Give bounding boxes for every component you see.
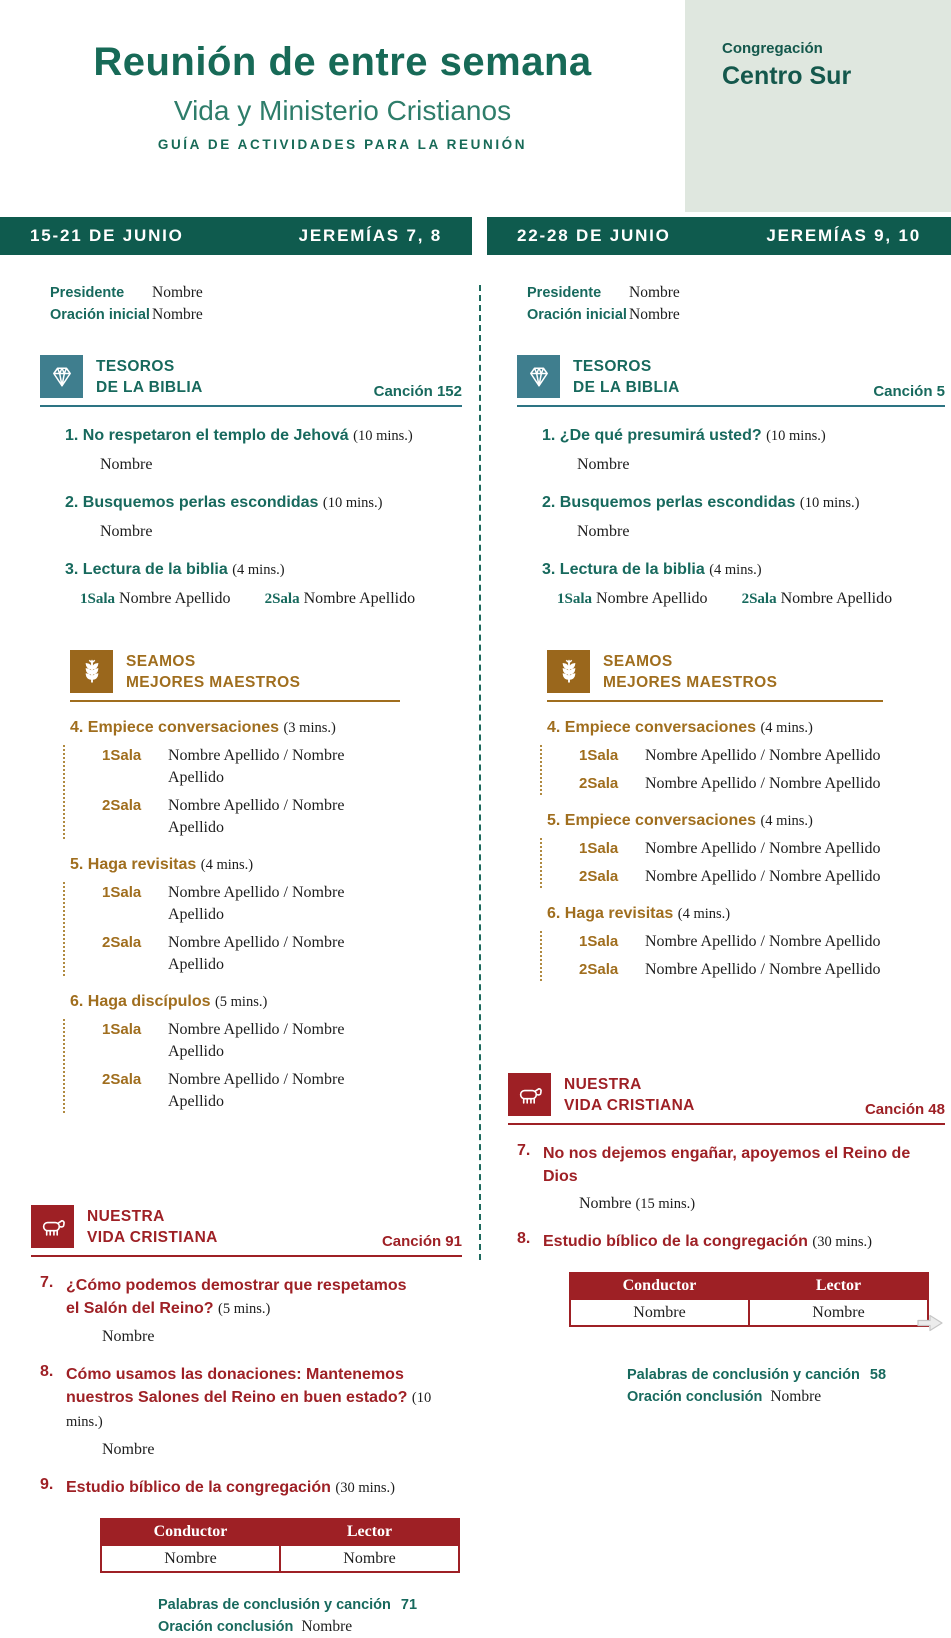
item-number: 8. [517,1230,531,1247]
item-title: Busquemos perlas escondidas [82,494,319,511]
living-item-8 [40,1363,462,1434]
weeks-container [0,217,951,1638]
treasures-title [573,355,680,398]
christian-living-title [87,1205,218,1248]
congregation-box [685,0,951,212]
opening-prayer-label: Oración inicial [527,307,627,323]
item-number: 9. [40,1476,54,1493]
president-row [50,283,462,303]
closing-block [158,1595,462,1638]
header [0,0,951,217]
ministry-section [70,650,400,1113]
wheat-icon [547,650,590,693]
ministry-item-6 [70,991,400,1113]
item-duration: (30 mins.) [335,1480,395,1496]
christian-living-title-line2: VIDA CRISTIANA [564,1097,695,1114]
treasures-header [40,355,462,407]
hall-1-names: Nombre Apellido / Nombre Apellido [645,747,881,764]
treasures-song: Canción 152 [373,383,462,400]
christian-living-section [40,1205,462,1638]
study-assignment-table [100,1518,460,1573]
week-2-header-bar [487,217,951,255]
hall-2-label: 2Sala [579,775,619,792]
item-number: 6. [70,993,84,1010]
study-assignment-table [569,1272,929,1327]
treasures-item-1-assignee: Nombre [577,456,630,473]
item-duration: (5 mins.) [218,1301,271,1317]
item-duration: (4 mins.) [760,720,813,736]
gem-icon [517,355,560,398]
week-2-bible-reading: JEREMÍAS 9, 10 [766,226,921,245]
opening-prayer-row [527,305,945,325]
week-column-2 [487,217,951,1638]
christian-living-section [517,1073,945,1408]
item-title: Lectura de la biblia [559,561,705,578]
christian-living-header [508,1073,945,1125]
ministry-section [547,650,883,981]
hall-2-names: Nombre Apellido / Nombre Apellido [645,961,881,978]
ministry-header [70,650,400,702]
president-row [527,283,945,303]
hall-2-names: Nombre Apellido / Nombre Apellido [168,1071,345,1110]
item-title-line2: el Salón del Reino? [66,1300,214,1317]
item-number: 7. [517,1142,531,1159]
page-title: Reunión de entre semana [93,40,592,84]
item-duration: (5 mins.) [214,994,268,1010]
item-title: Lectura de la biblia [82,561,228,578]
week-1-body [0,283,472,1638]
ministry-item-5 [70,854,400,976]
item-title: No nos dejemos engañar, apoyemos el Reino de Dios [543,1145,911,1185]
treasures-item-2 [542,492,945,514]
treasures-item-1 [542,425,945,447]
hall-2-label: 2Sala [264,591,300,607]
hall-1-name: Nombre Apellido [596,590,708,607]
item-title: Empiece conversaciones [564,719,757,736]
christian-living-song: Canción 48 [864,1101,945,1118]
item-title: Haga revisitas [564,905,674,922]
item-duration: (10 mins.) [353,428,413,444]
treasures-item-1 [65,425,462,447]
hall-1-names: Nombre Apellido / Nombre Apellido [168,884,345,923]
hall-1-names: Nombre Apellido / Nombre Apellido [168,747,345,786]
item-duration: (3 mins.) [283,720,336,736]
week-2-range: 22-28 DE JUNIO [517,226,671,245]
ministry-item-4 [547,717,883,795]
week-1-bible-reading: JEREMÍAS 7, 8 [298,226,442,245]
item-title-line1: ¿Cómo podemos demostrar que respetamos [66,1277,407,1294]
ministry-title-line1: SEAMOS [126,653,196,670]
treasures-item-3 [542,559,945,581]
assignee-name: Nombre [579,1195,632,1212]
item-title: Haga revisitas [87,856,197,873]
living-item-8 [517,1230,945,1254]
congregation-label: Congregación [722,40,823,57]
ministry-title [126,650,300,693]
item-number: 2. [542,494,556,511]
treasures-item-3 [65,559,462,581]
reader-header: Lector [749,1273,928,1299]
ministry-title-line1: SEAMOS [603,653,673,670]
reader-name: Nombre [280,1545,459,1572]
treasures-item-2 [65,492,462,514]
ministry-item-4 [70,717,400,839]
opening-prayer-row [50,305,462,325]
reader-header: Lector [280,1519,459,1545]
sheep-icon [508,1073,551,1116]
opening-prayer-label: Oración inicial [50,307,150,323]
hall-2-label: 2Sala [102,1071,142,1088]
sheep-icon [31,1205,74,1248]
hall-2-label: 2Sala [102,934,142,951]
congregation-name: Centro Sur [722,62,852,90]
reader-name: Nombre [749,1299,928,1326]
christian-living-title-line1: NUESTRA [564,1076,642,1093]
closing-block [627,1365,945,1408]
item-number: 4. [547,719,561,736]
christian-living-song: Canción 91 [381,1233,462,1250]
item-title: Estudio bíblico de la congregación [543,1233,808,1250]
week-2-officials [527,283,945,325]
treasures-title-line1: TESOROS [573,358,652,375]
item-duration: (10 mins.) [799,495,860,511]
week-1-range: 15-21 DE JUNIO [30,226,184,245]
item-number: 7. [40,1274,54,1291]
item-title: ¿De qué presumirá usted? [559,427,762,444]
christian-living-title-line1: NUESTRA [87,1208,165,1225]
ministry-item-6-assignments [540,931,883,981]
hall-1-label: 1Sala [80,591,116,607]
week-1-header-bar [0,217,472,255]
opening-prayer-name: Nombre [152,306,203,323]
ministry-title [603,650,777,693]
hall-1-names: Nombre Apellido / Nombre Apellido [645,933,881,950]
closing-prayer-label: Oración conclusión [627,1389,763,1405]
week-column-1 [0,217,472,1638]
hall-2-names: Nombre Apellido / Nombre Apellido [645,868,881,885]
hall-1-label: 1Sala [557,591,593,607]
closing-prayer-label: Oración conclusión [158,1619,294,1635]
item-duration: (4 mins.) [760,813,813,829]
week-1-officials [50,283,462,325]
president-name: Nombre [152,284,203,301]
item-number: 1. [65,427,79,444]
hall-2-label: 2Sala [741,591,777,607]
hall-2-label: 2Sala [579,868,619,885]
treasures-section [40,355,462,608]
item-title: No respetaron el templo de Jehová [82,427,349,444]
ministry-item-6 [547,903,883,981]
living-item-8-assignee: Nombre [102,1441,155,1458]
ministry-title-line2: MEJORES MAESTROS [126,674,301,691]
treasures-title-line1: TESOROS [96,358,175,375]
hall-2-names: Nombre Apellido / Nombre Apellido [168,797,345,836]
treasures-item-2-assignee: Nombre [100,523,153,540]
ministry-header [547,650,883,702]
ministry-item-4-assignments [63,745,400,839]
hall-2-label: 2Sala [102,797,142,814]
item-title: Empiece conversaciones [87,719,280,736]
living-item-7-assignee [579,1195,945,1213]
item-duration: (15 mins.) [635,1196,696,1212]
ministry-item-5-assignments [63,882,400,976]
living-item-7-assignee: Nombre [102,1328,155,1345]
treasures-title [96,355,203,398]
item-number: 5. [70,856,84,873]
conductor-name: Nombre [570,1299,749,1326]
page-tagline: GUÍA DE ACTIVIDADES PARA LA REUNIÓN [157,137,528,152]
hall-1-label: 1Sala [102,1021,142,1038]
item-duration: (4 mins.) [709,562,762,578]
item-duration: (4 mins.) [232,562,285,578]
item-title: Busquemos perlas escondidas [559,494,796,511]
item-duration: (4 mins.) [677,906,731,922]
closing-song-number: 71 [400,1597,418,1613]
ministry-item-6-assignments [63,1019,400,1113]
page-turn-arrow-icon[interactable] [915,1312,945,1339]
christian-living-header [31,1205,462,1257]
bible-reading-halls [80,590,462,608]
hall-1-label: 1Sala [579,840,619,857]
item-number: 5. [547,812,561,829]
item-number: 8. [40,1363,54,1380]
treasures-song: Canción 5 [873,383,945,400]
item-duration: (10 mins.) [766,428,826,444]
table-row [101,1545,459,1572]
hall-1-names: Nombre Apellido / Nombre Apellido [645,840,881,857]
wheat-icon [70,650,113,693]
hall-2-names: Nombre Apellido / Nombre Apellido [645,775,881,792]
item-title-line1: Cómo usamos las donaciones: Mantenemos [66,1366,404,1383]
item-title-line2: nuestros Salones del Reino en buen estado? [66,1389,408,1406]
conductor-header: Conductor [570,1273,749,1299]
item-number: 2. [65,494,79,511]
closing-words-label: Palabras de conclusión y canción [158,1597,391,1613]
item-duration: (30 mins.) [812,1234,872,1250]
hall-2-names: Nombre Apellido / Nombre Apellido [168,934,345,973]
christian-living-title [564,1073,695,1116]
item-duration: (4 mins.) [200,857,254,873]
item-duration: (10 mins.) [66,1390,432,1430]
item-number: 1. [542,427,556,444]
president-label: Presidente [50,285,125,301]
hall-2-name: Nombre Apellido [780,590,893,607]
hall-1-name: Nombre Apellido [119,590,231,607]
treasures-item-2-assignee: Nombre [577,523,630,540]
closing-prayer-name: Nombre [770,1388,822,1405]
item-title: Estudio bíblico de la congregación [66,1479,331,1496]
hall-2-label: 2Sala [579,961,619,978]
page-subtitle: Vida y Ministerio Cristianos [173,95,512,126]
conductor-header: Conductor [101,1519,280,1545]
living-item-7 [517,1142,945,1188]
column-divider [479,285,481,1260]
treasures-header [517,355,945,407]
hall-1-names: Nombre Apellido / Nombre Apellido [168,1021,345,1060]
hall-2-name: Nombre Apellido [303,590,416,607]
hall-1-label: 1Sala [102,747,142,764]
closing-song-number: 58 [869,1367,887,1383]
president-name: Nombre [629,284,680,301]
item-duration: (10 mins.) [322,495,383,511]
item-number: 3. [65,561,79,578]
living-item-9 [40,1476,462,1500]
header-titles [0,0,685,152]
treasures-title-line2: DE LA BIBLIA [573,379,680,396]
week-2-body [487,283,951,1408]
opening-prayer-name: Nombre [629,306,680,323]
treasures-title-line2: DE LA BIBLIA [96,379,203,396]
hall-1-label: 1Sala [579,747,619,764]
treasures-item-1-assignee: Nombre [100,456,153,473]
gem-icon [40,355,83,398]
table-row [570,1299,928,1326]
item-number: 3. [542,561,556,578]
closing-words-label: Palabras de conclusión y canción [627,1367,860,1383]
living-item-7 [40,1274,462,1321]
ministry-item-4-assignments [540,745,883,795]
item-number: 6. [547,905,561,922]
conductor-name: Nombre [101,1545,280,1572]
ministry-title-line2: MEJORES MAESTROS [603,674,778,691]
item-number: 4. [70,719,84,736]
bible-reading-halls [557,590,945,608]
item-title: Haga discípulos [87,993,211,1010]
christian-living-title-line2: VIDA CRISTIANA [87,1229,218,1246]
president-label: Presidente [527,285,602,301]
treasures-section [517,355,945,608]
hall-1-label: 1Sala [102,884,142,901]
hall-1-label: 1Sala [579,933,619,950]
ministry-item-5 [547,810,883,888]
ministry-item-5-assignments [540,838,883,888]
closing-prayer-name: Nombre [301,1618,353,1635]
item-title: Empiece conversaciones [564,812,757,829]
